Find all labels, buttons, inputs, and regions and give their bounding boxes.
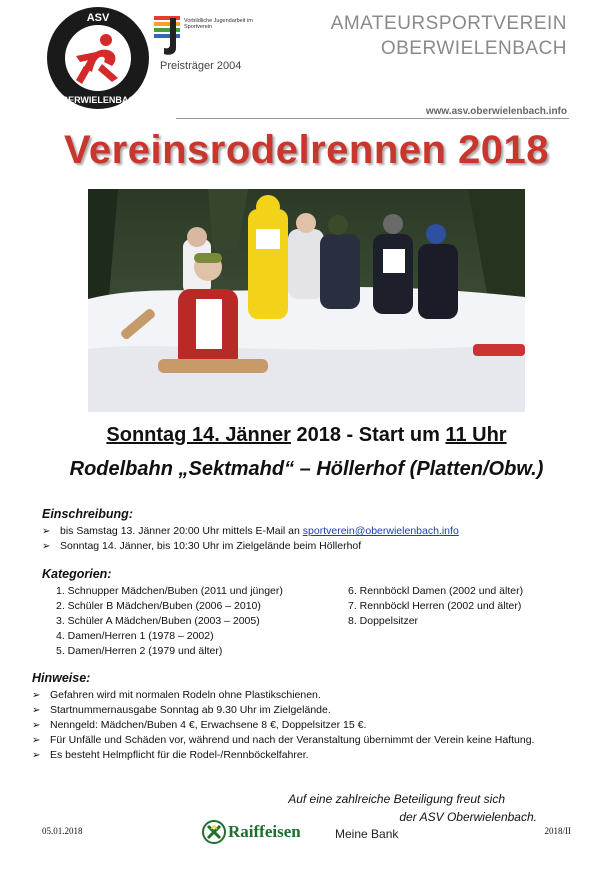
kategorie-item: 3. Schüler A Mädchen/Buben (2003 – 2005) <box>56 615 260 627</box>
raiffeisen-icon <box>202 818 226 848</box>
svg-text:ASV: ASV <box>86 12 110 24</box>
website-url[interactable]: www.asv.oberwielenbach.info <box>425 106 567 117</box>
event-year-start: 2018 - Start um <box>290 424 446 446</box>
hinweise-heading: Hinweise: <box>32 671 91 685</box>
kategorie-item: 8. Doppelsitzer <box>348 615 419 627</box>
hinweis-item: ➢ Nenngeld: Mädchen/Buben 4 €, Erwachsene 8 €, Doppelsitzer 15 €. <box>32 718 562 733</box>
kategorie-item: 6. Rennböckl Damen (2002 und älter) <box>348 585 524 597</box>
closing-line-2: der ASV Oberwielenbach. <box>399 810 537 824</box>
einschreibung-item: ➢ bis Samstag 13. Jänner 20:00 Uhr mittels E-Mail an sportverein@oberwielenbach.info <box>42 524 582 539</box>
kategorien-heading: Kategorien: <box>42 567 112 581</box>
footer-code: 2018/II <box>544 826 571 836</box>
bank-name: Raiffeisen <box>228 822 301 841</box>
org-name-line2: OBERWIELENBACH <box>380 38 567 59</box>
closing-line-1: Auf eine zahlreiche Beteiligung freut sich <box>288 792 505 806</box>
closing-note <box>288 790 537 826</box>
jugendarbeit-label: Vorbildliche Jugendarbeit im Sportverein <box>184 18 253 30</box>
hinweis-item: ➢ Für Unfälle und Schäden vor, während und nach der Veranstaltung übernimmt der Verein keine Haftung. <box>32 733 562 748</box>
kategorien-col-2 <box>348 584 523 629</box>
page-title: Vereinsrodelrennen 2018 <box>63 128 550 172</box>
event-date-line <box>0 424 613 447</box>
kategorien-col-1 <box>56 584 283 659</box>
einschreibung-item: ➢ Sonntag 14. Jänner, bis 10:30 Uhr im Zielgelände beim Höllerhof <box>42 539 582 554</box>
footer-date: 05.01.2018 <box>42 826 83 836</box>
email-link[interactable]: sportverein@oberwielenbach.info <box>302 525 459 537</box>
hinweis-item: ➢ Startnummernausgabe Sonntag ab 9.30 Uhr im Zielgelände. <box>32 703 562 718</box>
group-photo <box>88 189 525 412</box>
kategorie-item: 2. Schüler B Mädchen/Buben (2006 – 2010) <box>56 600 261 612</box>
club-logo <box>46 6 150 110</box>
hinweise-list <box>32 688 562 763</box>
header-divider <box>176 118 569 119</box>
org-name-line1: AMATEURSPORTVEREIN <box>330 13 567 34</box>
hinweis-item: ➢ Es besteht Helmpflicht für die Rodel-/Rennböckelfahrer. <box>32 748 562 763</box>
event-location: Rodelbahn „Sektmahd“ – Höllerhof (Platten/Obw.) <box>69 458 544 480</box>
kategorie-item: 1. Schnupper Mädchen/Buben (2011 und jünger) <box>56 585 283 597</box>
bank-slogan: Meine Bank <box>335 827 399 841</box>
einschreibung-heading: Einschreibung: <box>42 507 133 521</box>
einschreibung-list <box>42 524 582 554</box>
event-time: 11 Uhr <box>445 424 507 446</box>
svg-text:OBERWIELENBACH: OBERWIELENBACH <box>54 95 142 105</box>
preis-label: Preisträger 2004 <box>160 60 242 72</box>
kategorie-item: 5. Damen/Herren 2 (1979 und älter) <box>56 645 223 657</box>
hinweis-item: ➢ Gefahren wird mit normalen Rodeln ohne Plastikschienen. <box>32 688 562 703</box>
kategorie-item: 4. Damen/Herren 1 (1978 – 2002) <box>56 630 214 642</box>
kategorie-item: 7. Rennböckl Herren (2002 und älter) <box>348 600 522 612</box>
event-day: Sonntag 14. Jänner <box>106 424 291 446</box>
